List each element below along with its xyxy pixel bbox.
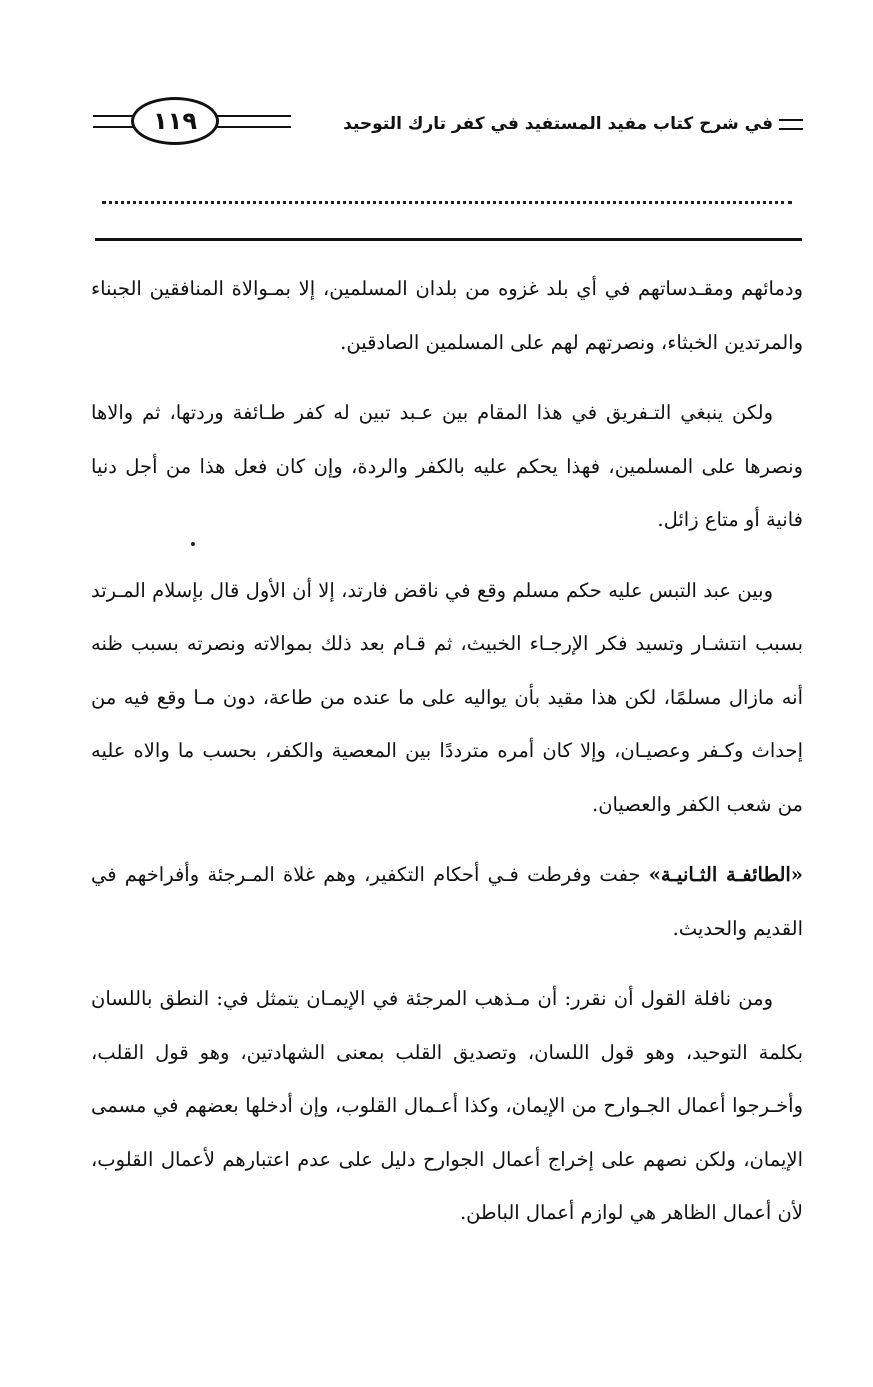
paragraph-3: وبين عبد التبس عليه حكم مسلم وقع في ناقض فارتد، إلا أن الأول قال بإسلام المـرتد بسبب انتشـار وتسيد فكر الإرجـاء الخبيث، ثم قـام بعد ذلك بموالاته ونصرته بسبب ظنه أنه مازال مسلمًا، لكن هذا مقيد بأن يواليه على ما عنده من طاعة، دون مـا وقع فيه من إحداث وكـفر وعصيـان، وإلا كان أمره مترددًا بين المعصية والكفر، بحسب ما والاه عليه من شعب الكفر والعصيان. — [91, 578, 803, 816]
running-header — [343, 112, 803, 136]
header-ornament-lines — [779, 119, 803, 130]
paragraph-2: ولكن ينبغي التـفريق في هذا المقام بين عـبد تبين له كفر طـائفة وردتها، ثم والاها ونصرها على المسلمين، فهذا يحكم عليه بالكفر والردة، وإن كان فعل هذا من أجل دنيا فانية أو متاع زائل. — [91, 401, 803, 531]
folio-left-lines — [93, 115, 133, 128]
page-number-ornament — [93, 95, 293, 151]
paragraph-1: ودمائهم ومقـدساتهم في أي بلد غزوه من بلدان المسلمين، إلا بمـوالاة المنافقين الجبناء والمرتدين الخبثاء، ونصرتهم لهم على المسلمين الصادقين. — [91, 277, 803, 354]
solid-separator — [95, 238, 802, 241]
ink-speck — [191, 542, 195, 546]
paragraph-4-lead: «الطائفـة الثـانيـة» — [648, 863, 803, 886]
running-title: في شرح كتاب مفيد المستفيد في كفر تارك التوحيد — [343, 114, 773, 134]
paragraph-5: ومن نافلة القول أن نقرر: أن مـذهب المرجئة في الإيمـان يتمثل في: النطق باللسان بكلمة التوحيد، وهو قول اللسان، وتصديق القلب بمعنى الشهادتين، وهو قول القلب، وأخـرجوا أعمال الجـوارح من الإيمان، وكذا أعـمال القلوب، وإن أدخلها بعضهم في مسمى الإيمان، ولكن نصهم على إخراج أعمال الجوارح دليل على عدم اعتبارهم لأعمال القلوب، لأن أعمال الظاهر هي لوازم أعمال الباطن. — [91, 987, 803, 1224]
dotted-separator — [102, 201, 792, 204]
paragraph-4-rest: جفت وفرطت فـي أحكام التكفير، وهم غلاة المـرجئة وأفراخهم في القديم والحديث. — [91, 863, 803, 940]
page-number: ١١٩ — [131, 97, 219, 145]
paragraph-4 — [91, 848, 803, 955]
folio-right-lines — [217, 115, 291, 128]
body-text — [91, 262, 803, 1257]
